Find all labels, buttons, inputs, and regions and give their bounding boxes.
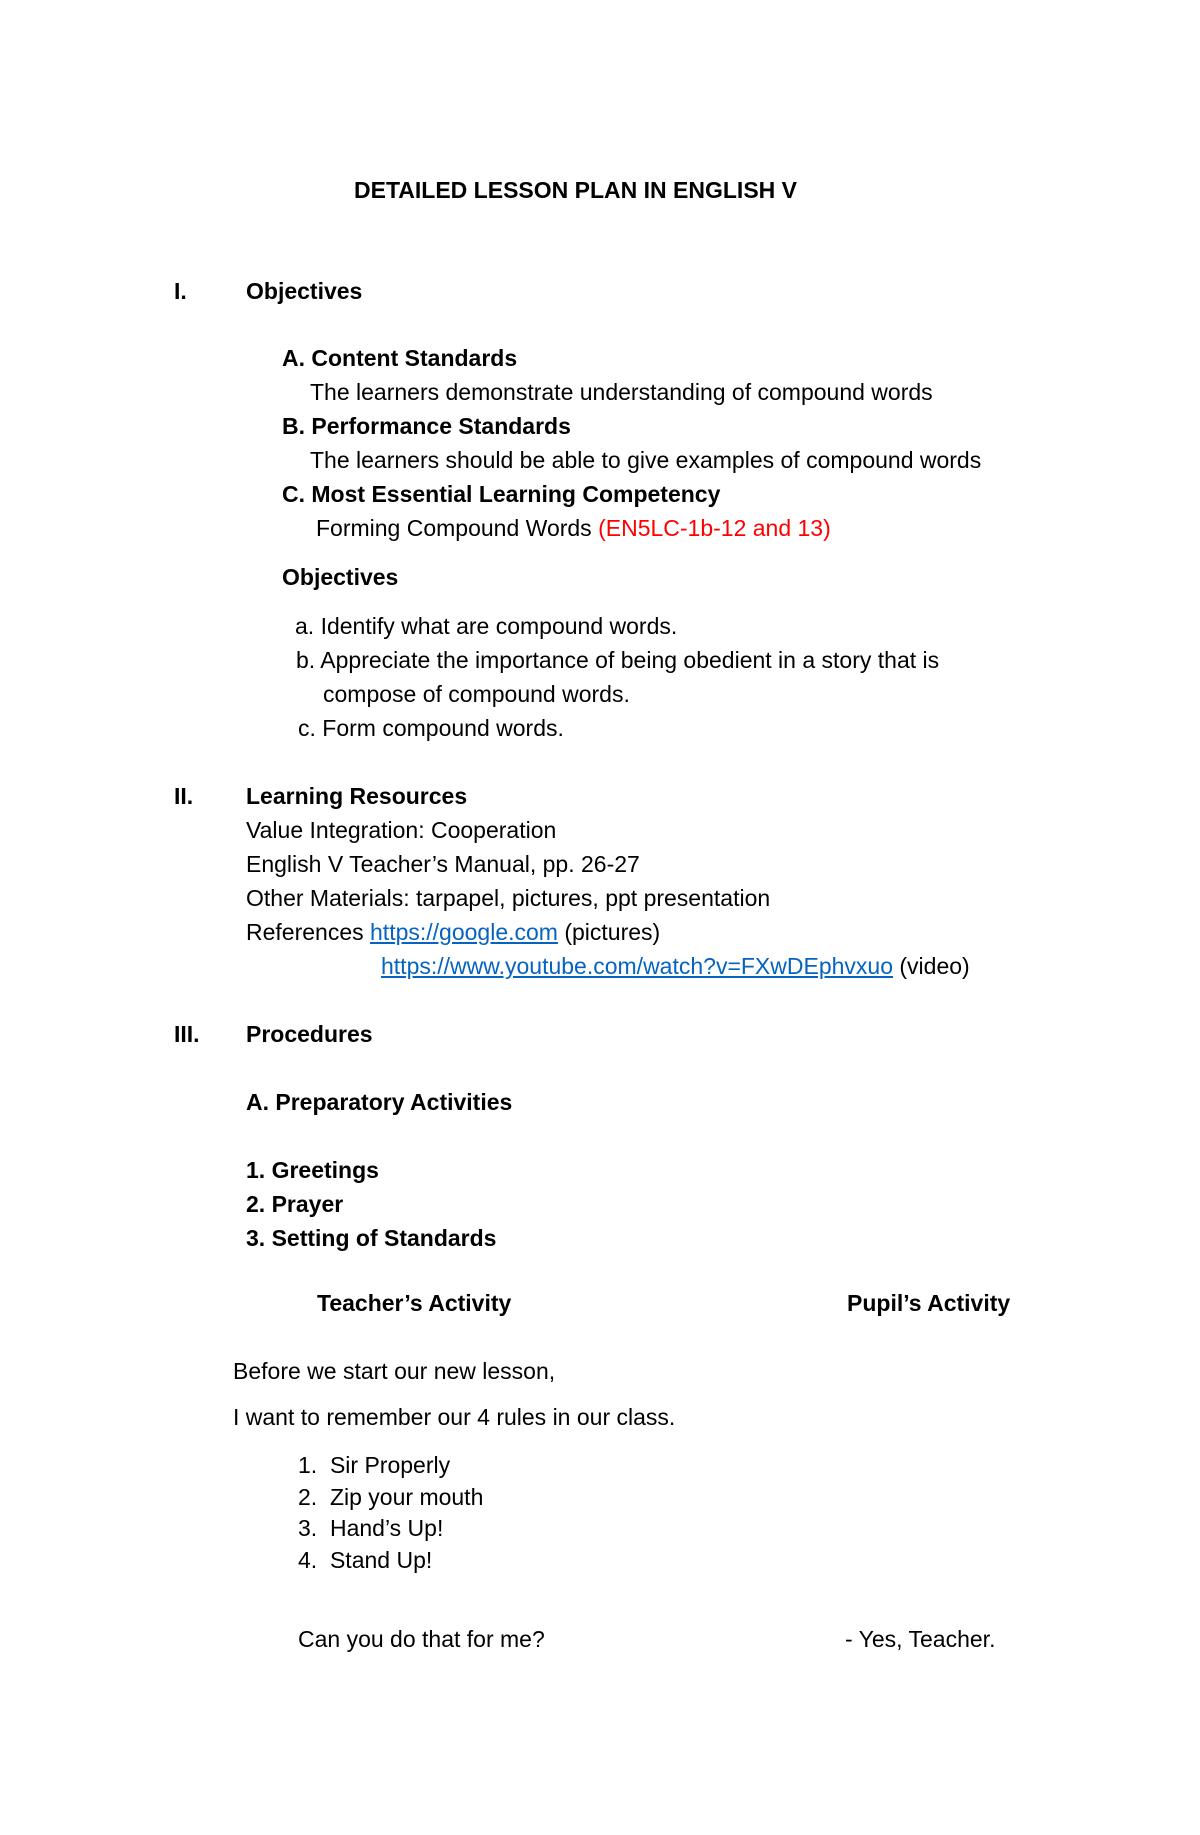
reference-google-note: (pictures) (564, 919, 661, 945)
rule-number: 1. (298, 1452, 318, 1478)
step-greetings: 1. Greetings (246, 1157, 379, 1183)
preparatory-activities-heading: A. Preparatory Activities (246, 1089, 513, 1115)
teacher-line-1: Before we start our new lesson, (233, 1358, 556, 1384)
reference-youtube-link[interactable]: https://www.youtube.com/watch?v=FXwDEphvxuo (381, 953, 893, 979)
section-2-heading: Learning Resources (246, 783, 468, 809)
step-setting-standards: 3. Setting of Standards (246, 1225, 497, 1251)
content-standards-label: A. Content Standards (282, 345, 518, 371)
rule-text: Sir Properly (329, 1452, 451, 1478)
rule-item (298, 1549, 432, 1572)
content-standards-text: The learners demonstrate understanding of compound words (310, 379, 933, 405)
section-2-numeral: II. (174, 783, 194, 809)
rule-number: 3. (298, 1515, 318, 1541)
reference-youtube-note: (video) (899, 953, 970, 979)
teachers-manual: English V Teacher’s Manual, pp. 26-27 (246, 851, 640, 877)
reference-google-link[interactable]: https://google.com (370, 919, 558, 945)
teacher-activity-header: Teacher’s Activity (317, 1290, 512, 1316)
rule-item (298, 1517, 443, 1540)
other-materials: Other Materials: tarpapel, pictures, ppt presentation (246, 885, 771, 911)
rule-item (298, 1454, 450, 1477)
performance-standards-text: The learners should be able to give examples of compound words (310, 447, 982, 473)
section-1-heading: Objectives (246, 278, 363, 304)
section-3-heading: Procedures (246, 1021, 373, 1047)
references-label: References (246, 919, 364, 945)
references-line (246, 921, 660, 944)
rule-number: 4. (298, 1547, 318, 1573)
pupil-activity-header: Pupil’s Activity (847, 1290, 1011, 1316)
pupil-answer: - Yes, Teacher. (845, 1626, 996, 1652)
rule-text: Stand Up! (329, 1547, 433, 1573)
objectives-subheading: Objectives (282, 564, 399, 590)
section-1-numeral: I. (174, 278, 187, 304)
references-line-2 (381, 955, 970, 978)
melc-line (316, 517, 831, 540)
teacher-question: Can you do that for me? (298, 1626, 545, 1652)
objective-c: c. Form compound words. (298, 715, 564, 741)
objective-b-line1: b. Appreciate the importance of being obedient in a story that is (296, 647, 940, 673)
melc-text: Forming Compound Words (316, 515, 592, 541)
value-integration: Value Integration: Cooperation (246, 817, 557, 843)
melc-label: C. Most Essential Learning Competency (282, 481, 721, 507)
rule-text: Zip your mouth (329, 1484, 484, 1510)
objective-b-line2: compose of compound words. (323, 681, 630, 707)
section-3-numeral: III. (174, 1021, 200, 1047)
step-prayer: 2. Prayer (246, 1191, 344, 1217)
teacher-line-2: I want to remember our 4 rules in our class. (233, 1404, 676, 1430)
rule-item (298, 1486, 483, 1509)
rule-number: 2. (298, 1484, 318, 1510)
objective-a: a. Identify what are compound words. (295, 613, 678, 639)
rule-text: Hand’s Up! (329, 1515, 444, 1541)
melc-code: (EN5LC-1b-12 and 13) (598, 515, 831, 541)
performance-standards-label: B. Performance Standards (282, 413, 571, 439)
document-title: DETAILED LESSON PLAN IN ENGLISH V (354, 177, 797, 203)
